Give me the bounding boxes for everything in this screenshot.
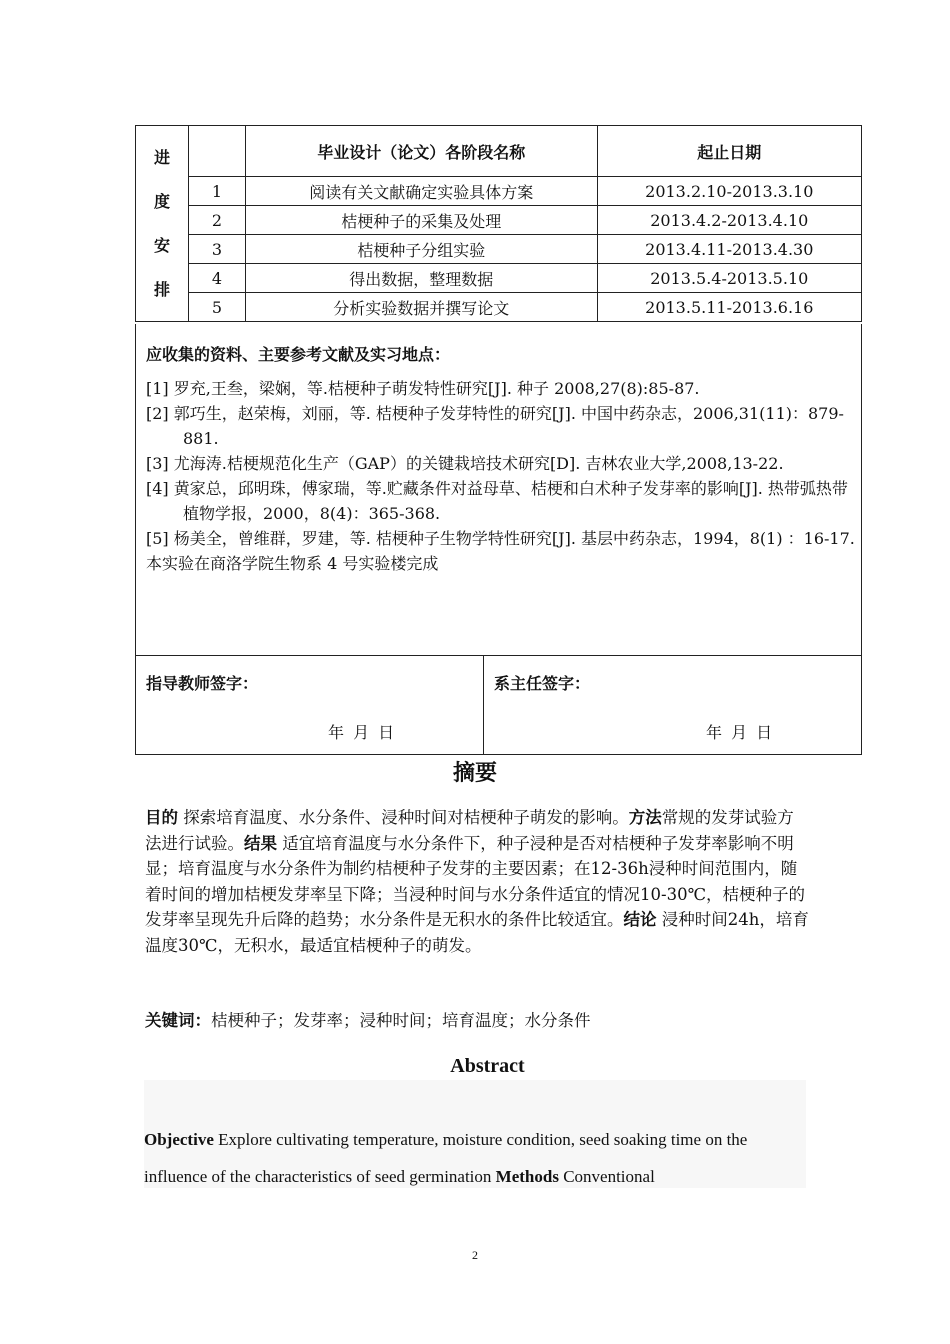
- en-objective-label: Objective: [144, 1130, 214, 1149]
- abstract-cn-title: 摘要: [452, 760, 497, 786]
- advisor-signature-label: 指导教师签字：: [146, 674, 259, 693]
- row-dates: 2013.5.11-2013.6.16: [597, 293, 861, 322]
- reference-list: [146, 376, 858, 576]
- references-section: [135, 324, 862, 656]
- row-stage: 分析实验数据并撰写论文: [246, 293, 598, 322]
- en-objective-text: Explore cultivating temperature, moisture condition, seed soaking time on the influence of the characteristics of seed germination: [144, 1130, 748, 1186]
- keywords-label: 关键词：: [145, 1011, 211, 1030]
- abstract-en-body: [144, 1080, 806, 1188]
- keywords-text: 桔梗种子；发芽率；浸种时间；培育温度；水分条件: [211, 1011, 591, 1030]
- abstract-cn-body: [145, 805, 809, 958]
- reference-item: [3] 尤海涛.桔梗规范化生产（GAP）的关键栽培技术研究[D]. 吉林农业大学,2008,13-22.: [146, 454, 784, 473]
- side-label-char: 安: [153, 235, 170, 255]
- row-num: 1: [189, 177, 246, 206]
- header-stage: 毕业设计（论文）各阶段名称: [246, 126, 598, 177]
- side-label-char: 度: [153, 191, 170, 211]
- schedule-side-label: [136, 126, 189, 322]
- objective-label: 目的: [145, 808, 178, 827]
- reference-item: [5] 杨美全，曾维群，罗建，等. 桔梗种子生物学特性研究[J]. 基层中药杂志，1994，8(1) ：16-17.: [146, 529, 855, 548]
- row-num: 2: [189, 206, 246, 235]
- experiment-site: 本实验在商洛学院生物系 4 号实验楼完成: [146, 554, 439, 573]
- header-num-cell: [189, 126, 246, 177]
- schedule-row: [136, 177, 862, 206]
- row-stage: 桔梗种子的采集及处理: [246, 206, 598, 235]
- header-dates: 起止日期: [597, 126, 861, 177]
- director-date: 年 月 日: [706, 723, 775, 742]
- row-dates: 2013.4.11-2013.4.30: [597, 235, 861, 264]
- reference-item: [4] 黄家总，邱明珠，傅家瑞，等.贮藏条件对益母草、桔梗和白术种子发芽率的影响[J]. 热带弧热带植物学报，2000，8(4)：365-368.: [146, 479, 848, 523]
- row-dates: 2013.4.2-2013.4.10: [597, 206, 861, 235]
- methods-text: 常规的发芽试验方法进行试验。: [145, 808, 794, 853]
- results-label: 结果: [244, 833, 277, 853]
- keywords-line: [145, 1007, 591, 1031]
- en-methods-label: Methods: [495, 1167, 559, 1186]
- row-dates: 2013.2.10-2013.3.10: [597, 177, 861, 206]
- signature-section: [135, 655, 862, 755]
- director-signature-label: 系主任签字：: [494, 674, 591, 693]
- conclusion-text: 浸种时间24h，培育温度30℃，无积水，最适宜桔梗种子的萌发。: [145, 910, 809, 955]
- schedule-header-row: [136, 126, 862, 177]
- advisor-date: 年 月 日: [328, 723, 397, 742]
- conclusion-label: 结论: [623, 910, 657, 929]
- reference-item: [2] 郭巧生，赵荣梅，刘丽，等. 桔梗种子发芽特性的研究[J]. 中国中药杂志，2006,31(11)：879-881.: [146, 404, 844, 448]
- advisor-signature-cell: [136, 655, 484, 754]
- reference-item: [1] 罗充,王叁，梁娴，等.桔梗种子萌发特性研究[J]. 种子 2008,27(8):85-87.: [146, 379, 700, 398]
- objective-text: 探索培育温度、水分条件、浸种时间对桔梗种子萌发的影响。: [178, 808, 629, 827]
- schedule-row: [136, 235, 862, 264]
- methods-label: 方法: [628, 808, 662, 827]
- row-stage: 桔梗种子分组实验: [246, 235, 598, 264]
- results-text: 适宜培育温度与水分条件下，种子浸种是否对桔梗种子发芽率影响不明显；培育温度与水分条件为制约桔梗种子发芽的主要因素；在12-36h浸种时间范围内，随着时间的增加桔梗发芽率呈下降；当浸种时间与水分条件适宜的情况10-30℃，桔梗种子的发芽率呈现先升后降的趋势；水分条件是无积水的条件比较适宜。: [145, 833, 806, 929]
- row-num: 5: [189, 293, 246, 322]
- schedule-row: [136, 293, 862, 322]
- schedule-row: [136, 264, 862, 293]
- schedule-table: [135, 125, 862, 322]
- en-methods-text: Conventional: [558, 1167, 655, 1186]
- page-number: 2: [472, 1248, 478, 1262]
- row-num: 3: [189, 235, 246, 264]
- abstract-en-title: Abstract: [450, 1055, 525, 1077]
- row-num: 4: [189, 264, 246, 293]
- director-signature-cell: [484, 655, 861, 754]
- side-label-char: 排: [153, 279, 170, 299]
- row-dates: 2013.5.4-2013.5.10: [597, 264, 861, 293]
- references-title: 应收集的资料、主要参考文献及实习地点：: [146, 345, 451, 364]
- side-label-char: 进: [153, 147, 170, 167]
- schedule-row: [136, 206, 862, 235]
- row-stage: 阅读有关文献确定实验具体方案: [246, 177, 598, 206]
- row-stage: 得出数据，整理数据: [246, 264, 598, 293]
